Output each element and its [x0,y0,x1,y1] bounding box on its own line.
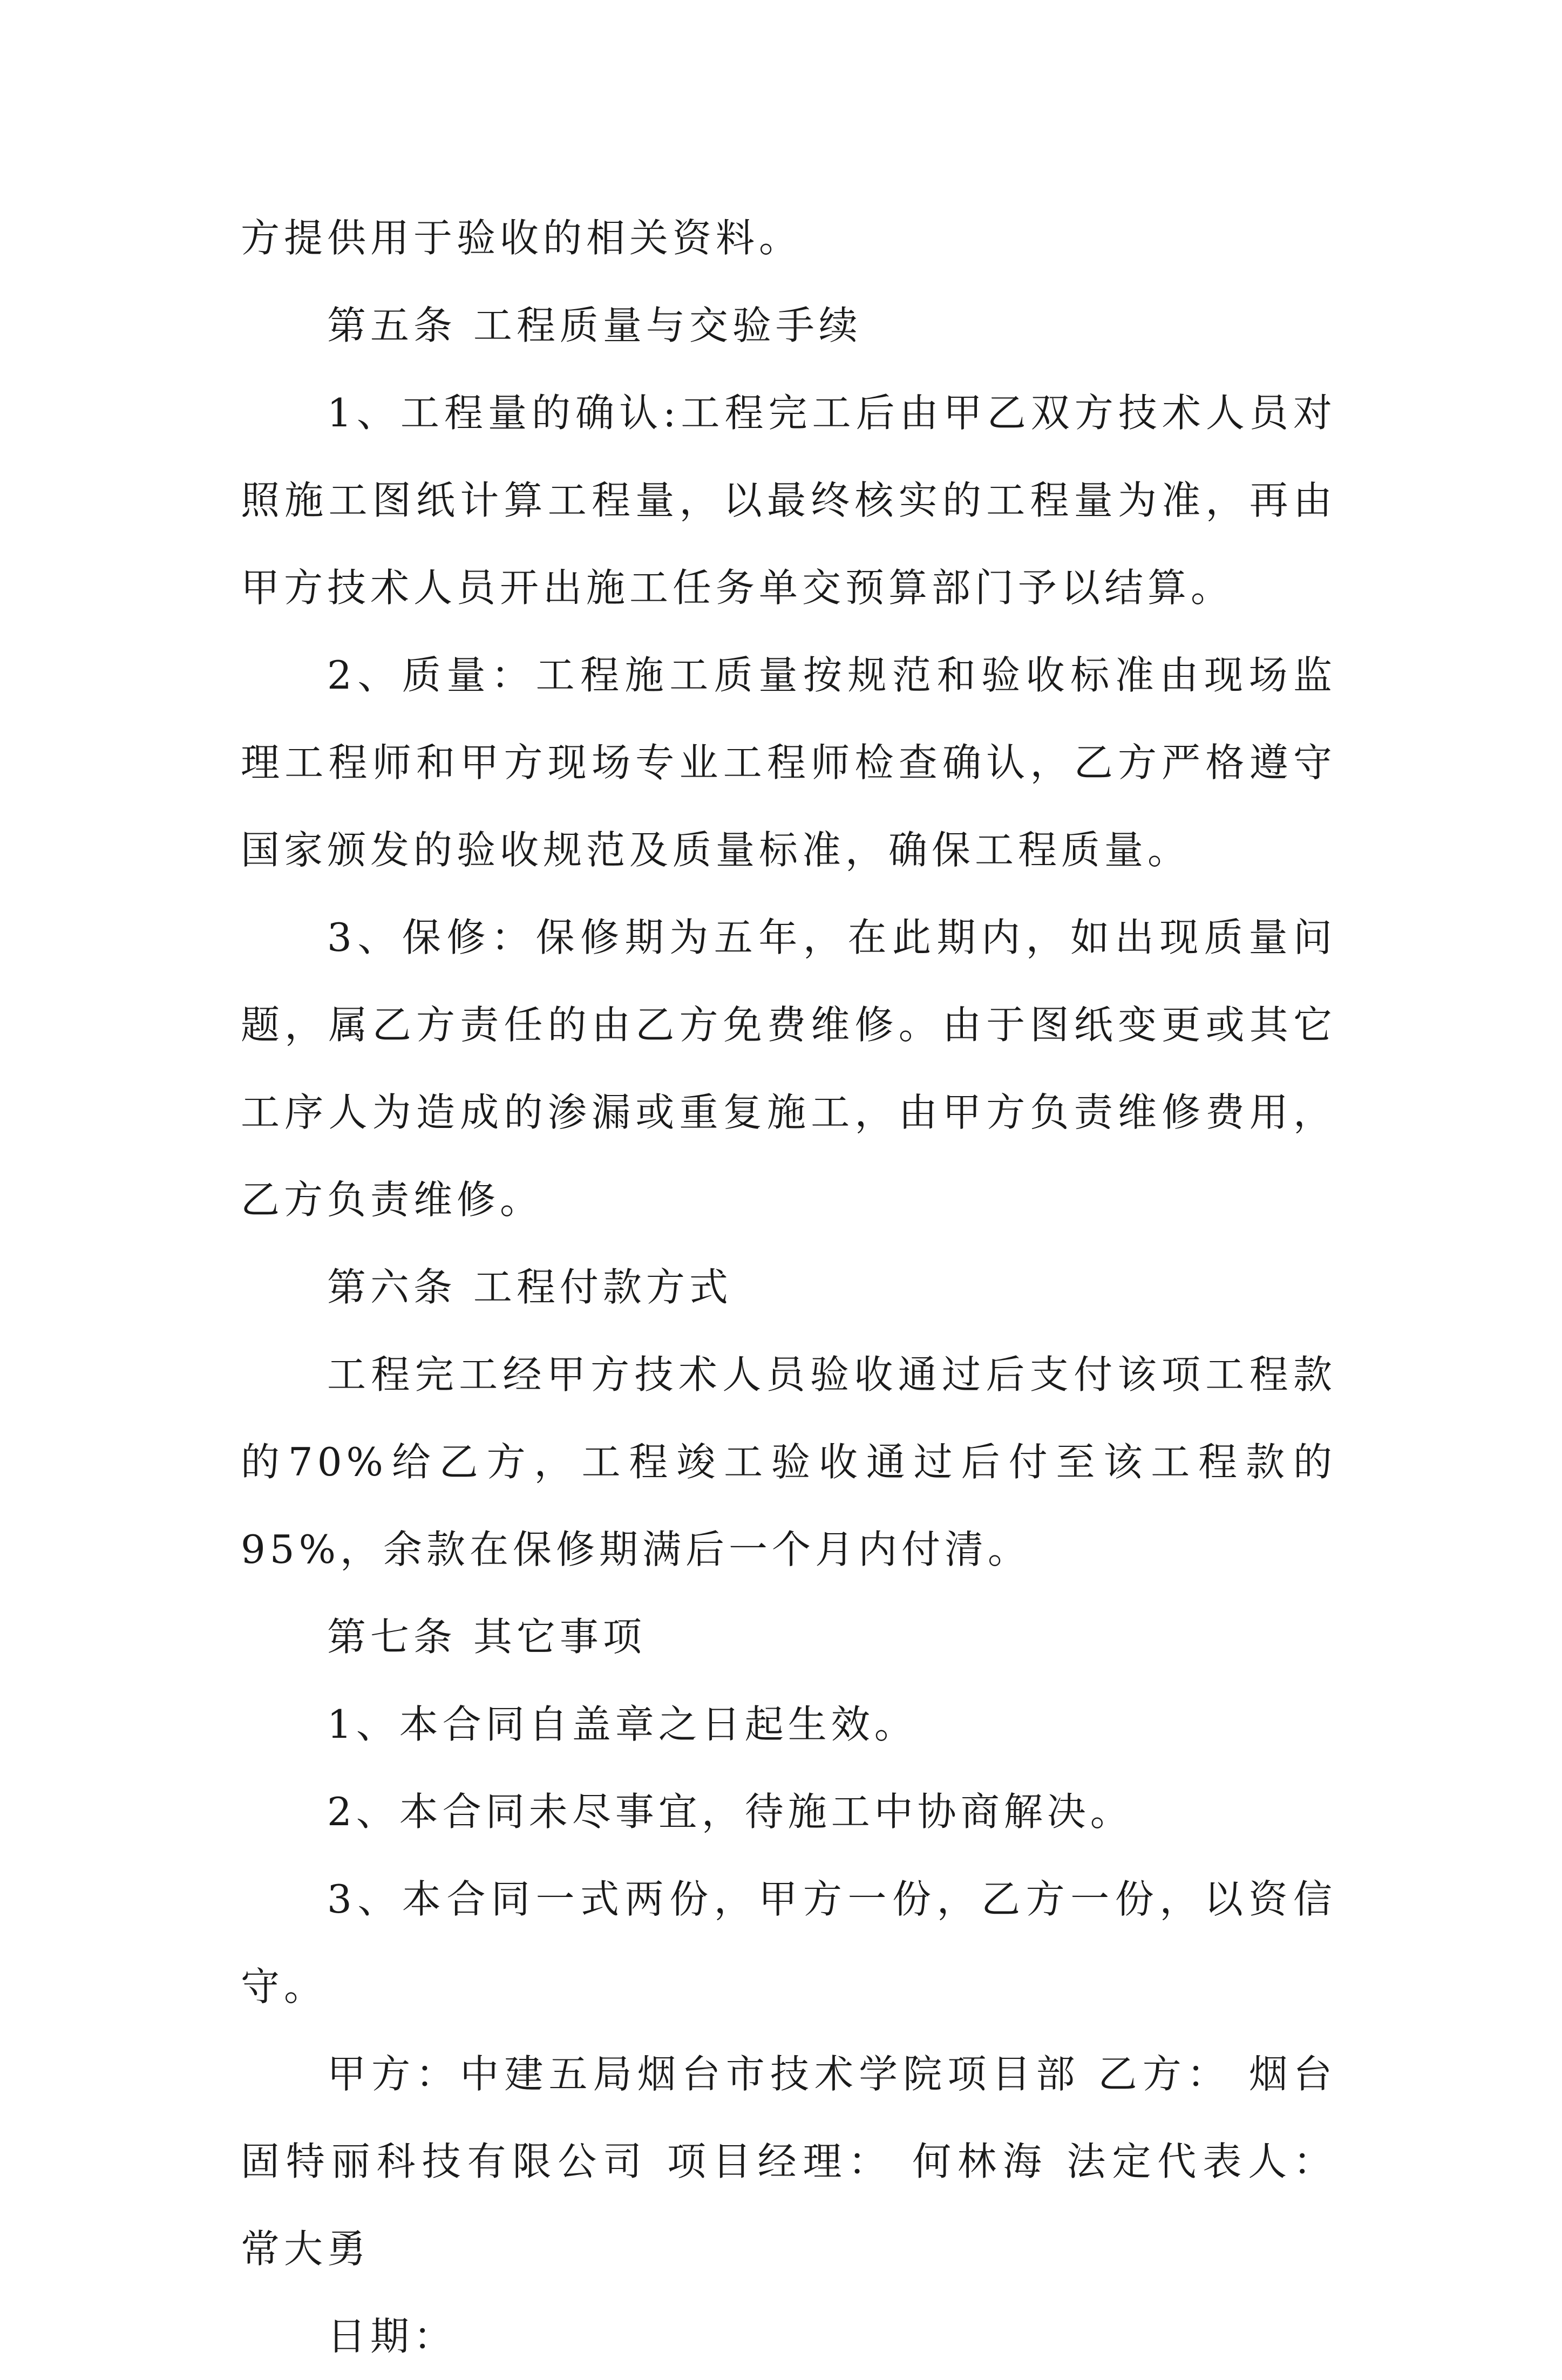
paragraph-quantity-confirmation: 1、工程量的确认:工程完工后由甲乙双方技术人员对照施工图纸计算工程量，以最终核实的工程量为准，再由甲方技术人员开出施工任务单交预算部门予以结算。 [241,390,1336,610]
section-heading-article-6: 第六条 工程付款方式 [327,1264,732,1310]
paragraph-effective: 1、本合同自盖章之日起生效。 [327,1702,918,1747]
paragraph-payment-terms: 工程完工经甲方技术人员验收通过后支付该项工程款的70%给乙方，工程竣工验收通过后付至该工程款的95%，余款在保修期满后一个月内付清。 [241,1352,1336,1572]
paragraph-signatories: 甲方：中建五局烟台市技术学院项目部 乙方： 烟台固特丽科技有限公司 项目经理： 何林海 法定代表人： 常大勇 [241,2051,1336,2272]
section-heading-article-7: 第七条 其它事项 [327,1614,646,1660]
paragraph-copies: 3、本合同一式两份，甲方一份，乙方一份，以资信守。 [241,1876,1336,2009]
paragraph-date: 日期： [327,2314,457,2359]
document-body [241,194,1336,2380]
section-heading-article-5: 第五条 工程质量与交验手续 [327,303,862,348]
paragraph-unresolved-matters: 2、本合同未尽事宜，待施工中协商解决。 [327,1789,1133,1834]
paragraph-continuation: 方提供用于验收的相关资料。 [241,215,803,261]
paragraph-warranty: 3、保修：保修期为五年，在此期内，如出现质量问题，属乙方责任的由乙方免费维修。由于图纸变更或其它工序人为造成的渗漏或重复施工，由甲方负责维修费用，乙方负责维修。 [241,915,1336,1222]
paragraph-quality: 2、质量：工程施工质量按规范和验收标准由现场监理工程师和甲方现场专业工程师检查确认，乙方严格遵守国家颁发的验收规范及质量标准，确保工程质量。 [241,652,1336,873]
